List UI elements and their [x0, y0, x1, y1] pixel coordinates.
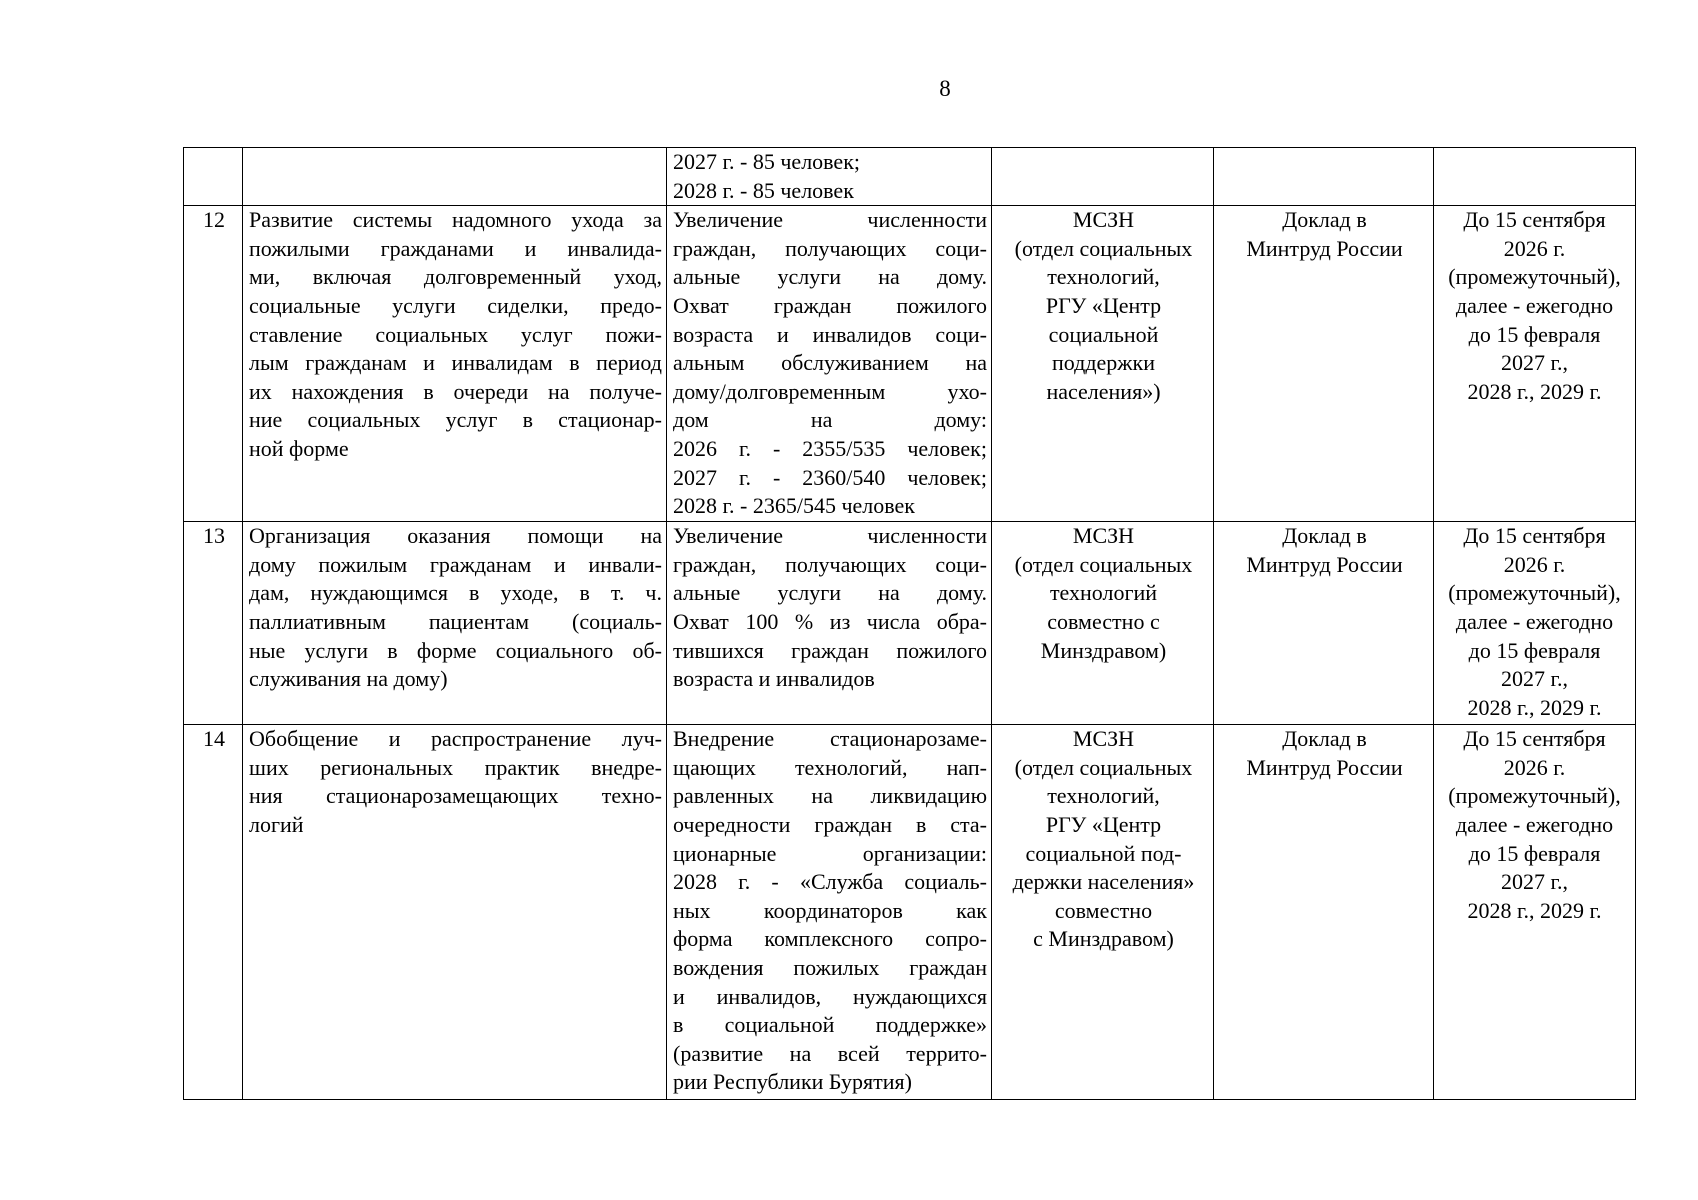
indicators-line: тившихся граждан пожилого	[673, 637, 987, 663]
deadline-line: 2026 г.	[1503, 551, 1566, 577]
event-line: Обобщение и распространение луч-	[249, 726, 662, 752]
row-number: 13	[203, 523, 225, 549]
responsible-line: РГУ «Центр	[1045, 811, 1162, 837]
event-line: пожилыми гражданами и инвалида-	[249, 235, 662, 261]
deadline-line: 2028 г., 2029 г.	[1467, 378, 1602, 404]
indicators-line: (развитие на всей террито-	[673, 1040, 987, 1066]
event-cell	[243, 725, 667, 1100]
indicators-cell	[667, 522, 992, 725]
deadline-line: 2026 г.	[1503, 235, 1566, 261]
responsible-line: держки населения»	[1012, 869, 1195, 895]
indicators-line: щающих технологий, нап-	[673, 754, 987, 780]
indicators-cell	[667, 725, 992, 1100]
responsible-line: населения»)	[1046, 378, 1161, 404]
indicators-line: граждан, получающих соци-	[673, 235, 987, 261]
event-line: ной форме	[249, 435, 349, 461]
event-line: ные услуги в форме социального об-	[249, 637, 662, 663]
indicators-line: ных координаторов как	[673, 897, 987, 923]
responsible-line: Минздравом)	[1040, 637, 1167, 663]
deadline-line: 2026 г.	[1503, 754, 1566, 780]
indicators-line: ционарные организации:	[673, 840, 987, 866]
deadline-line: до 15 февраля	[1468, 637, 1601, 663]
row-number: 12	[203, 207, 225, 233]
deadline-line: До 15 сентября	[1463, 207, 1606, 233]
indicators-line: дом на дому:	[673, 407, 987, 433]
indicators-line: 2026 г. - 2355/535 человек;	[673, 435, 987, 461]
deadline-cell	[1434, 725, 1636, 1100]
event-line: ния стационарозамещающих техно-	[249, 783, 662, 809]
indicators-line: альным обслуживанием на	[673, 350, 987, 376]
event-line: дам, нуждающимся в уходе, в т. ч.	[249, 580, 662, 606]
indicators-line: 2027 г. - 85 человек;	[673, 149, 860, 174]
indicators-line: и инвалидов, нуждающихся	[673, 983, 987, 1009]
responsible-line: МСЗН	[1072, 726, 1135, 752]
event-cell	[243, 148, 667, 206]
responsible-cell	[992, 206, 1214, 522]
responsible-line: поддержки	[1052, 350, 1155, 376]
deadline-line: далее - ежегодно	[1455, 608, 1614, 634]
responsible-line: (отдел социальных	[1014, 551, 1193, 577]
deadline-line: 2027 г.,	[1500, 350, 1569, 376]
deadline-line: до 15 февраля	[1468, 840, 1601, 866]
table-row	[184, 206, 1636, 522]
report-line: Доклад в	[1282, 726, 1367, 752]
responsible-line: (отдел социальных	[1014, 235, 1193, 261]
indicators-line: 2028 г. - 2365/545 человек	[673, 493, 915, 519]
responsible-line: технологий,	[1047, 783, 1160, 809]
indicators-line: рии Республики Бурятия)	[673, 1069, 912, 1095]
indicators-line: Охват граждан пожилого	[673, 292, 987, 318]
event-line: лым гражданам и инвалидам в период	[249, 350, 662, 376]
page-number: 8	[939, 76, 951, 101]
indicators-line: очередности граждан в ста-	[673, 811, 987, 837]
responsible-line: совместно с	[1047, 608, 1160, 634]
event-line: дому пожилым гражданам и инвали-	[249, 551, 662, 577]
responsible-line: технологий,	[1047, 264, 1160, 290]
responsible-line: (отдел социальных	[1014, 754, 1193, 780]
deadline-line: До 15 сентября	[1463, 523, 1606, 549]
deadline-line: 2027 г.,	[1500, 666, 1569, 692]
deadline-line: 2028 г., 2029 г.	[1467, 694, 1602, 720]
table-row	[184, 522, 1636, 725]
report-cell	[1214, 148, 1434, 206]
event-cell	[243, 522, 667, 725]
indicators-cell	[667, 206, 992, 522]
plan-table	[183, 147, 1636, 1100]
report-line: Доклад в	[1282, 207, 1367, 233]
report-line: Минтруд России	[1246, 551, 1403, 577]
event-line: их нахождения в очереди на получе-	[249, 378, 662, 404]
deadline-line: 2028 г., 2029 г.	[1467, 897, 1602, 923]
indicators-line: граждан, получающих соци-	[673, 551, 987, 577]
responsible-line: социальной под-	[1025, 840, 1182, 866]
event-line: Развитие системы надомного ухода за	[249, 207, 662, 233]
deadline-line: далее - ежегодно	[1455, 292, 1614, 318]
responsible-line: социальной	[1048, 321, 1159, 347]
indicators-cell	[667, 148, 992, 206]
event-line: ших региональных практик внедре-	[249, 754, 662, 780]
report-cell	[1214, 522, 1434, 725]
responsible-line: МСЗН	[1072, 207, 1135, 233]
indicators-line: в социальной поддержке»	[673, 1012, 987, 1038]
event-line: социальные услуги сиделки, предо-	[249, 292, 662, 318]
indicators-line: 2028 г. - 85 человек	[673, 177, 854, 203]
plan-table-body	[184, 148, 1636, 1100]
event-line: служивания на дому)	[249, 666, 448, 692]
deadline-line: (промежуточный),	[1448, 264, 1621, 290]
deadline-line: до 15 февраля	[1468, 321, 1601, 347]
report-line: Минтруд России	[1246, 235, 1403, 261]
row-number-cell	[184, 206, 243, 522]
table-row	[184, 148, 1636, 206]
row-number-cell	[184, 148, 243, 206]
deadline-line: (промежуточный),	[1448, 580, 1621, 606]
deadline-cell	[1434, 148, 1636, 206]
row-number-cell	[184, 522, 243, 725]
deadline-line: До 15 сентября	[1463, 726, 1606, 752]
responsible-line: совместно	[1054, 897, 1153, 923]
responsible-line: МСЗН	[1072, 523, 1135, 549]
indicators-line: возраста и инвалидов соци-	[673, 321, 987, 347]
report-line: Минтруд России	[1246, 754, 1403, 780]
indicators-line: 2028 г. - «Служба социаль-	[673, 869, 987, 895]
event-line: логий	[249, 811, 304, 837]
indicators-line: Увеличение численности	[673, 207, 987, 233]
deadline-line: (промежуточный),	[1448, 783, 1621, 809]
report-line: Доклад в	[1282, 523, 1367, 549]
report-cell	[1214, 206, 1434, 522]
row-number: 14	[203, 726, 225, 752]
report-cell	[1214, 725, 1434, 1100]
deadline-cell	[1434, 206, 1636, 522]
responsible-line: РГУ «Центр	[1045, 292, 1162, 318]
event-cell	[243, 206, 667, 522]
event-line: ние социальных услуг в стационар-	[249, 407, 662, 433]
deadline-cell	[1434, 522, 1636, 725]
event-line: ставление социальных услуг пожи-	[249, 321, 662, 347]
table-row	[184, 725, 1636, 1100]
responsible-cell	[992, 522, 1214, 725]
indicators-line: альные услуги на дому.	[673, 580, 987, 606]
event-line: Организация оказания помощи на	[249, 523, 662, 549]
indicators-line: Внедрение стационарозаме-	[673, 726, 987, 752]
indicators-line: альные услуги на дому.	[673, 264, 987, 290]
responsible-line: технологий	[1049, 580, 1158, 606]
deadline-line: далее - ежегодно	[1455, 811, 1614, 837]
event-line: ми, включая долговременный уход,	[249, 264, 662, 290]
indicators-line: вождения пожилых граждан	[673, 954, 987, 980]
indicators-line: Охват 100 % из числа обра-	[673, 608, 987, 634]
indicators-line: форма комплексного сопро-	[673, 926, 987, 952]
responsible-line: с Минздравом)	[1033, 926, 1174, 952]
indicators-line: дому/долговременным ухо-	[673, 378, 987, 404]
row-number-cell	[184, 725, 243, 1100]
indicators-line: равленных на ликвидацию	[673, 783, 987, 809]
deadline-line: 2027 г.,	[1500, 869, 1569, 895]
responsible-cell	[992, 148, 1214, 206]
indicators-line: Увеличение численности	[673, 523, 987, 549]
responsible-cell	[992, 725, 1214, 1100]
indicators-line: 2027 г. - 2360/540 человек;	[673, 464, 987, 490]
indicators-line: возраста и инвалидов	[673, 666, 875, 692]
event-line: паллиативным пациентам (социаль-	[249, 608, 662, 634]
